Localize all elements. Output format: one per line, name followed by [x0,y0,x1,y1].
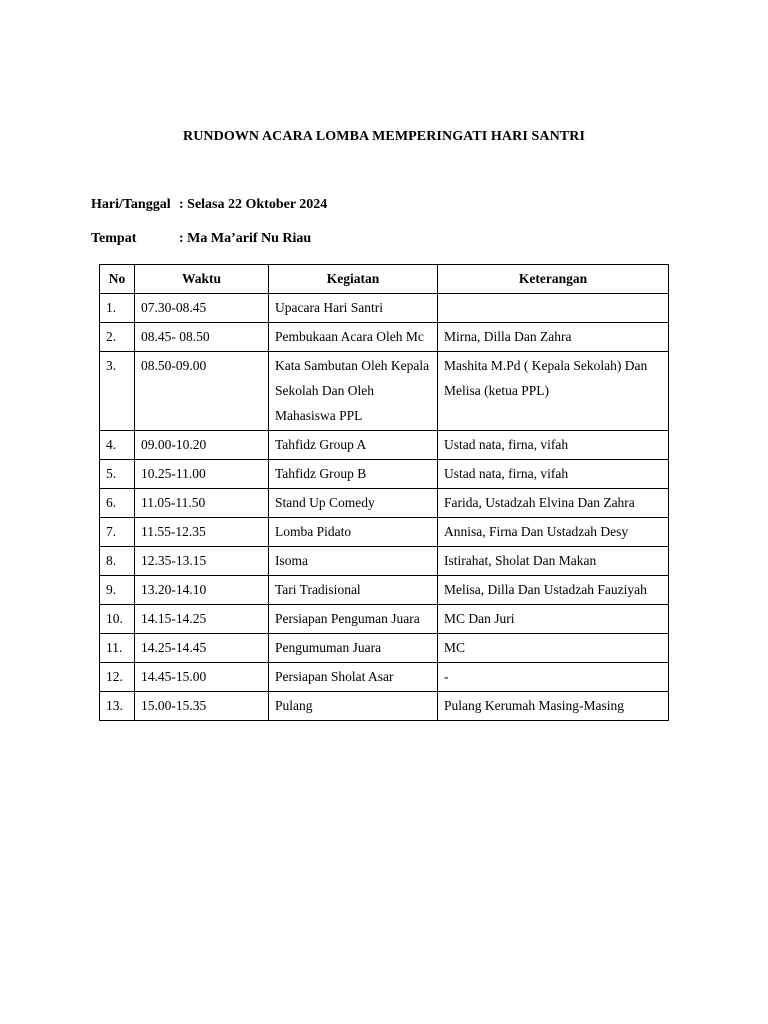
table-row [100,576,669,605]
table-body [100,294,669,721]
table-row [100,605,669,634]
table-row [100,460,669,489]
header-waktu: Waktu [135,265,269,294]
cell-no: 4. [100,431,135,460]
place-label: Tempat [91,231,137,246]
cell-no: 10. [100,605,135,634]
cell-kegiatan: Lomba Pidato [269,518,438,547]
cell-no: 11. [100,634,135,663]
cell-waktu: 07.30-08.45 [135,294,269,323]
cell-no: 2. [100,323,135,352]
cell-keterangan: Mashita M.Pd ( Kepala Sekolah) Dan Melisa (ketua PPL) [438,352,669,431]
cell-kegiatan: Upacara Hari Santri [269,294,438,323]
cell-kegiatan: Persiapan Penguman Juara [269,605,438,634]
cell-no: 9. [100,576,135,605]
cell-waktu: 11.55-12.35 [135,518,269,547]
date-value: : Selasa 22 Oktober 2024 [179,197,328,212]
table-row [100,323,669,352]
header-keterangan: Keterangan [438,265,669,294]
cell-keterangan [438,294,669,323]
date-line [91,197,327,213]
cell-keterangan: Melisa, Dilla Dan Ustadzah Fauziyah [438,576,669,605]
cell-keterangan: Annisa, Firna Dan Ustadzah Desy [438,518,669,547]
cell-keterangan: MC [438,634,669,663]
cell-waktu: 10.25-11.00 [135,460,269,489]
cell-waktu: 12.35-13.15 [135,547,269,576]
table-row [100,431,669,460]
cell-no: 5. [100,460,135,489]
table-row [100,352,669,431]
cell-keterangan: Istirahat, Sholat Dan Makan [438,547,669,576]
table-row [100,294,669,323]
cell-no: 7. [100,518,135,547]
cell-keterangan: Ustad nata, firna, vifah [438,431,669,460]
cell-kegiatan: Pengumuman Juara [269,634,438,663]
table-row [100,663,669,692]
cell-no: 3. [100,352,135,431]
cell-kegiatan: Persiapan Sholat Asar [269,663,438,692]
cell-kegiatan: Tahfidz Group B [269,460,438,489]
table-row [100,547,669,576]
cell-keterangan: Pulang Kerumah Masing-Masing [438,692,669,721]
cell-no: 1. [100,294,135,323]
cell-waktu: 11.05-11.50 [135,489,269,518]
cell-kegiatan: Pulang [269,692,438,721]
table-row [100,518,669,547]
cell-kegiatan: Tari Tradisional [269,576,438,605]
cell-kegiatan: Isoma [269,547,438,576]
place-line [91,231,311,247]
cell-kegiatan: Stand Up Comedy [269,489,438,518]
header-no: No [100,265,135,294]
document-title: RUNDOWN ACARA LOMBA MEMPERINGATI HARI SANTRI [183,129,585,144]
table-header-row [100,265,669,294]
cell-waktu: 09.00-10.20 [135,431,269,460]
table-row [100,692,669,721]
cell-waktu: 14.25-14.45 [135,634,269,663]
schedule-table [99,264,669,721]
cell-waktu: 13.20-14.10 [135,576,269,605]
cell-kegiatan: Pembukaan Acara Oleh Mc [269,323,438,352]
cell-waktu: 08.45- 08.50 [135,323,269,352]
cell-keterangan: - [438,663,669,692]
cell-waktu: 15.00-15.35 [135,692,269,721]
table-row [100,634,669,663]
table-row [100,489,669,518]
cell-kegiatan: Tahfidz Group A [269,431,438,460]
cell-no: 8. [100,547,135,576]
cell-keterangan: Mirna, Dilla Dan Zahra [438,323,669,352]
cell-waktu: 14.45-15.00 [135,663,269,692]
cell-waktu: 08.50-09.00 [135,352,269,431]
cell-keterangan: MC Dan Juri [438,605,669,634]
cell-no: 13. [100,692,135,721]
cell-waktu: 14.15-14.25 [135,605,269,634]
header-kegiatan: Kegiatan [269,265,438,294]
cell-no: 12. [100,663,135,692]
date-label: Hari/Tanggal [91,197,171,212]
cell-no: 6. [100,489,135,518]
cell-keterangan: Farida, Ustadzah Elvina Dan Zahra [438,489,669,518]
cell-kegiatan: Kata Sambutan Oleh Kepala Sekolah Dan Oleh Mahasiswa PPL [269,352,438,431]
cell-keterangan: Ustad nata, firna, vifah [438,460,669,489]
place-value: : Ma Ma’arif Nu Riau [179,231,312,246]
